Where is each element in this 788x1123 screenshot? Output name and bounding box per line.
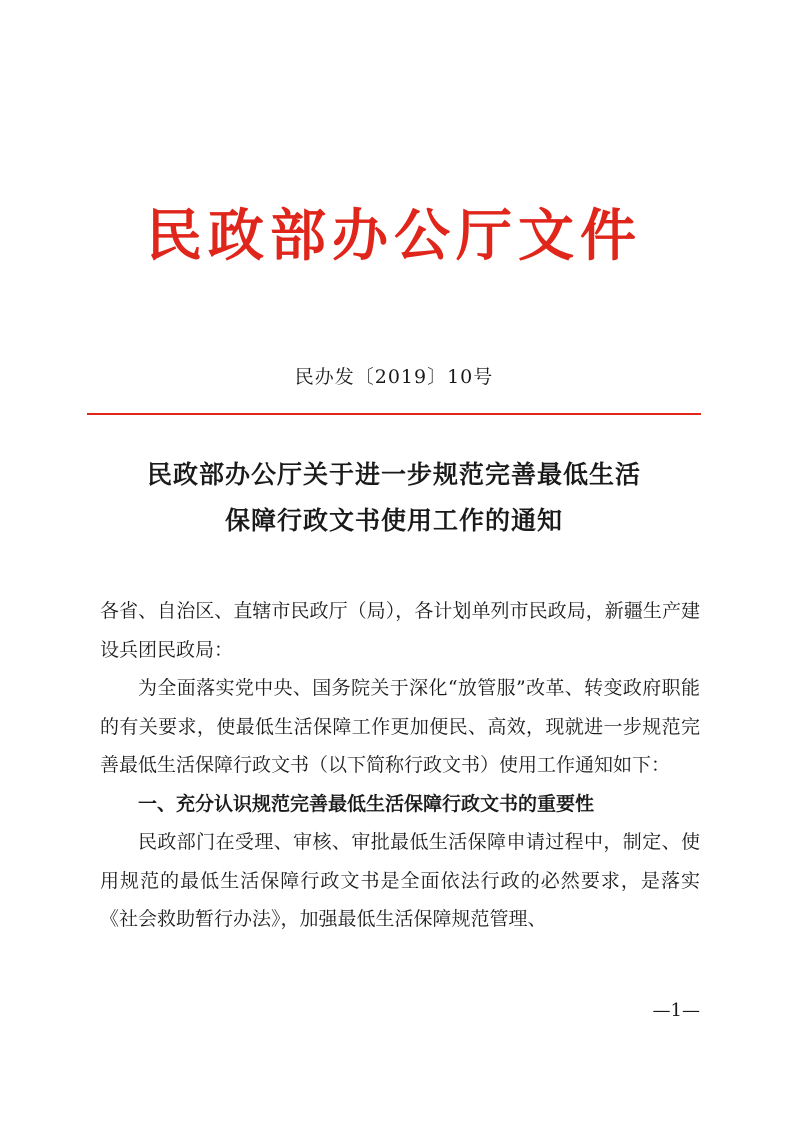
section-heading-1: 一、充分认识规范完善最低生活保障行政文书的重要性 <box>138 792 595 815</box>
document-number: 民办发〔2019〕10号 <box>294 366 494 388</box>
title-line-1: 民政部办公厅关于进一步规范完善最低生活 <box>146 460 641 489</box>
addressee: 各省、自治区、直辖市民政厅（局），各计划单列市民政局，新疆生产建设兵团民政局： <box>100 600 700 661</box>
document-title <box>0 452 788 544</box>
document-body <box>100 592 700 939</box>
paragraph-section-1: 民政部门在受理、审核、审批最低生活保障申请过程中，制定、使用规范的最低生活保障行政文书是全面依法行政的必然要求，是落实《社会救助暂行办法》，加强最低生活保障规范管理、 <box>100 831 700 930</box>
page-number: —1— <box>652 1000 700 1021</box>
paragraph-intro: 为全面落实党中央、国务院关于深化“放管服”改革、转变政府职能的有关要求，使最低生活保障工作更加便民、高效，现就进一步规范完善最低生活保障行政文书（以下简称行政文书）使用工作通知如下： <box>100 677 700 776</box>
red-separator-line <box>87 413 701 415</box>
masthead-title: 民政部办公厅文件 <box>146 203 642 269</box>
title-line-2: 保障行政文书使用工作的通知 <box>224 506 563 535</box>
